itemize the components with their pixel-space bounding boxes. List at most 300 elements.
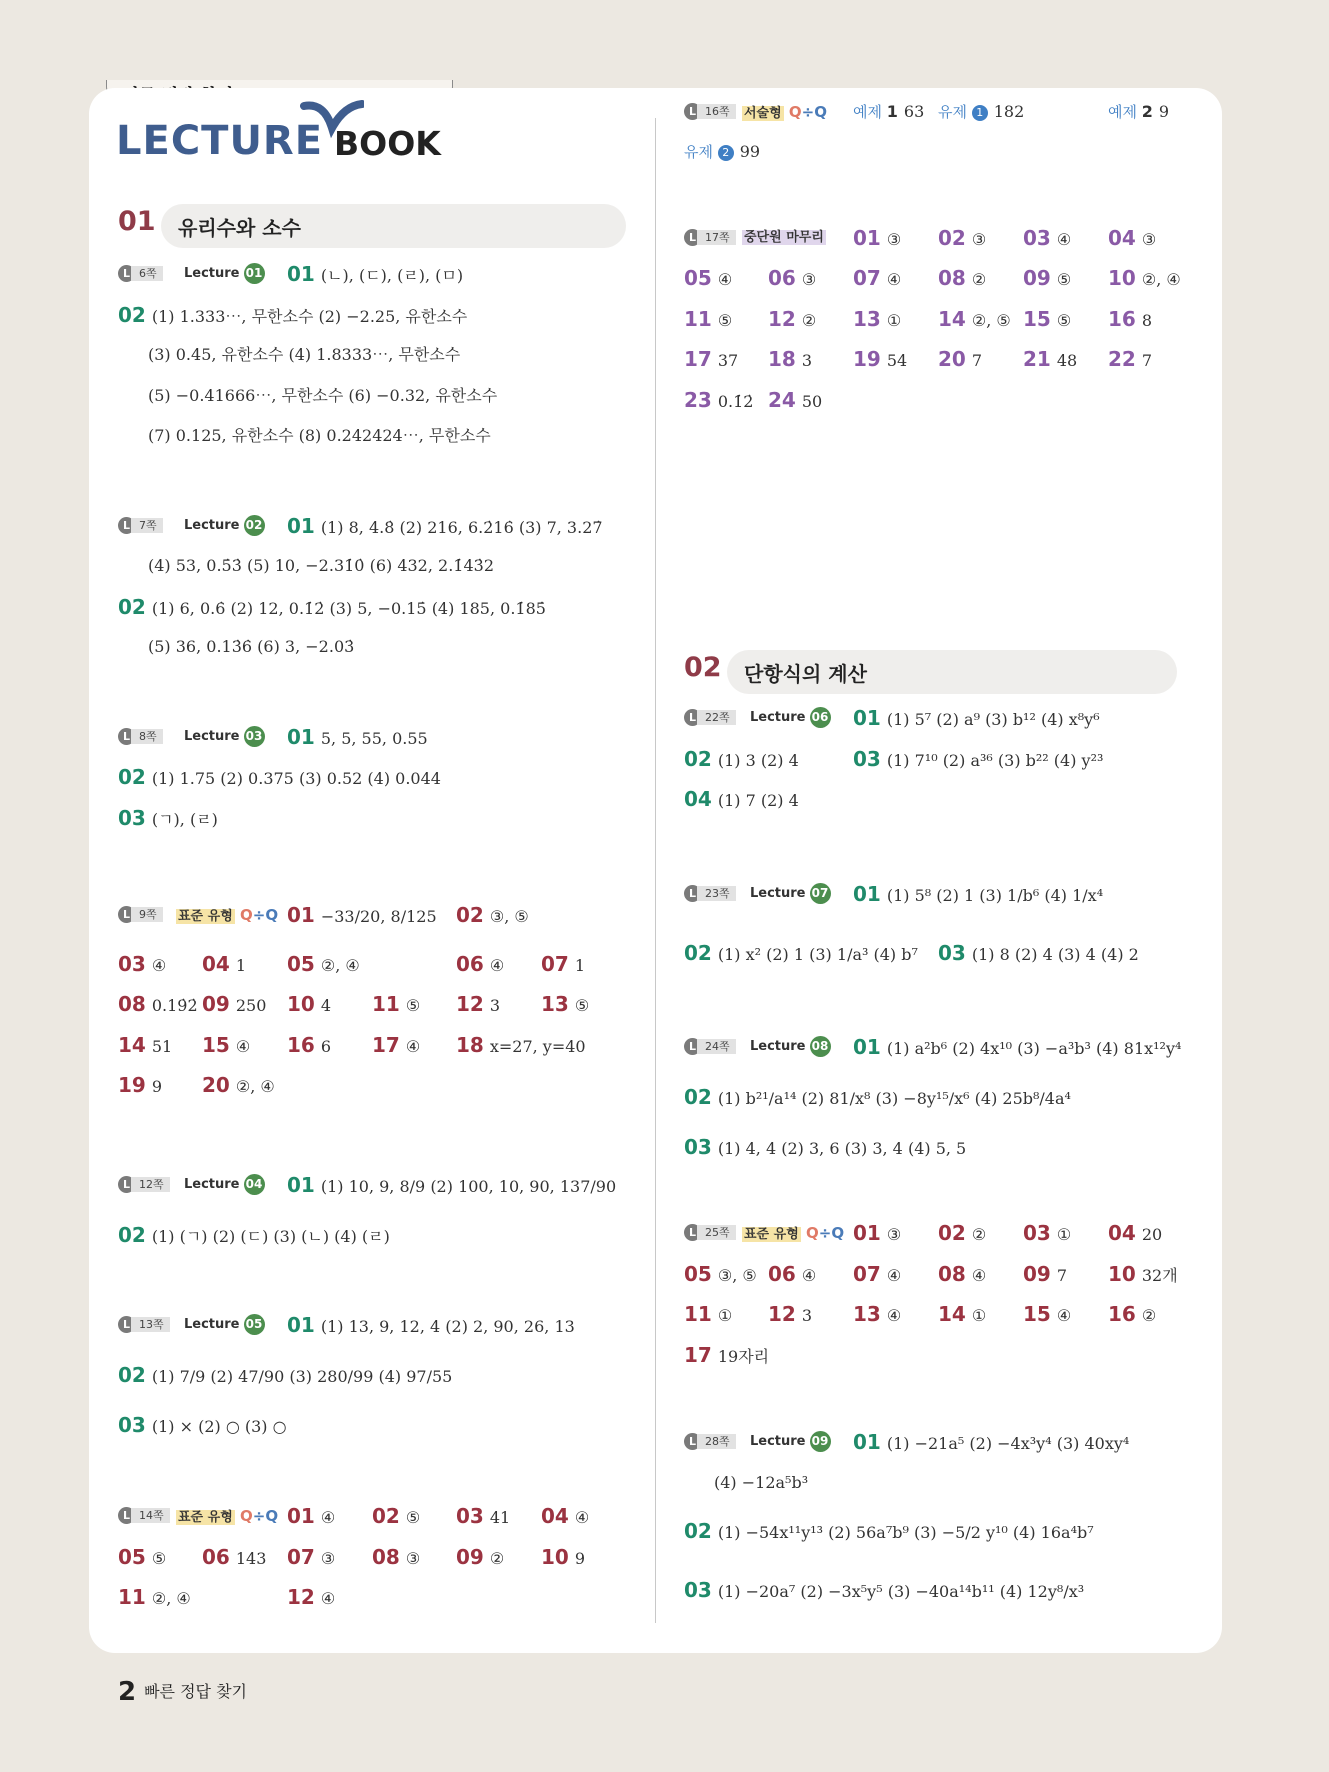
answer-value: ③ bbox=[320, 1549, 336, 1568]
lecture-text: Lecture bbox=[184, 266, 240, 281]
answer-number: 06 bbox=[768, 1262, 796, 1286]
answer-value: (1) −54x¹¹y¹³ (2) 56a⁷b⁹ (3) −5/2 y¹⁰ (4) 16a⁴b⁷ bbox=[717, 1523, 1094, 1542]
answer-number: 05 bbox=[684, 266, 712, 290]
lecture-text: Lecture bbox=[184, 1177, 240, 1192]
answer-item bbox=[853, 223, 901, 255]
answer-item bbox=[938, 938, 1139, 970]
answer-value: 8 bbox=[1141, 311, 1153, 330]
problem-type-text: 표준 유형 bbox=[178, 909, 233, 924]
answer-number: 16 bbox=[1108, 1302, 1136, 1326]
answer-value: ④ bbox=[971, 1266, 987, 1285]
answer-item bbox=[853, 1032, 1181, 1064]
right-answer-row bbox=[0, 263, 1329, 293]
answer-number: 15 bbox=[1023, 307, 1051, 331]
problem-type-label bbox=[742, 223, 826, 253]
lecture-l-icon: L bbox=[684, 103, 701, 120]
problem-type-text: 서술형 bbox=[744, 106, 782, 121]
answer-item bbox=[684, 385, 753, 417]
answer-number: 03 bbox=[456, 1504, 484, 1528]
answer-item bbox=[938, 1218, 986, 1250]
lecture-l-icon: L bbox=[118, 1507, 135, 1524]
answer-number: 03 bbox=[118, 806, 146, 830]
answer-value: 37 bbox=[717, 351, 739, 370]
answer-number: 03 bbox=[684, 1135, 712, 1159]
answer-item bbox=[853, 263, 901, 295]
lecture-number-badge: 03 bbox=[244, 726, 265, 747]
answer-value: 20 bbox=[1141, 1225, 1163, 1244]
answer-value: ③, ⑤ bbox=[489, 907, 529, 926]
answer-number: 02 bbox=[938, 226, 966, 250]
page-number-label: 9쪽 bbox=[131, 907, 163, 922]
answer-item bbox=[938, 223, 986, 255]
answer-item bbox=[287, 989, 331, 1021]
answer-item bbox=[1108, 1299, 1156, 1331]
answer-number: 17 bbox=[684, 347, 712, 371]
logo-lecture-text: LECTURE bbox=[116, 118, 324, 164]
answer-item bbox=[287, 1170, 616, 1202]
left-answer-row bbox=[0, 592, 1329, 622]
answer-value: ②, ④ bbox=[1141, 270, 1181, 289]
left-answer-row bbox=[0, 551, 1329, 581]
answer-item bbox=[938, 1259, 986, 1291]
answer-number: 04 bbox=[684, 787, 712, 811]
qq-icon: ÷Q bbox=[818, 1224, 845, 1242]
answer-value: ④ bbox=[717, 270, 733, 289]
answer-value: ②, ⑤ bbox=[971, 311, 1011, 330]
page-number-label: 14쪽 bbox=[131, 1508, 170, 1523]
answer-value: (1) 8 (2) 4 (3) 4 (4) 2 bbox=[971, 945, 1139, 964]
answer-value: (ㄴ), (ㄷ), (ㄹ), (ㅁ) bbox=[320, 266, 464, 285]
answer-value: ⑤ bbox=[151, 1549, 167, 1568]
right-answer-row bbox=[0, 223, 1329, 253]
answer-value: ② bbox=[1141, 1306, 1157, 1325]
answer-value: (1) (ㄱ) (2) (ㄷ) (3) (ㄴ) (4) (ㄹ) bbox=[151, 1227, 390, 1246]
answer-item bbox=[938, 344, 982, 376]
answer-item bbox=[1108, 1259, 1178, 1291]
answer-value: ⑤ bbox=[574, 996, 590, 1015]
answer-value: ④ bbox=[886, 270, 902, 289]
answer-number: 11 bbox=[684, 1302, 712, 1326]
answer-number: 02 bbox=[684, 1519, 712, 1543]
answer-item bbox=[684, 304, 732, 336]
answer-number: 02 bbox=[684, 1085, 712, 1109]
page-number: 2 bbox=[118, 1677, 137, 1707]
answer-item bbox=[1023, 304, 1071, 336]
answer-number: 03 bbox=[118, 952, 146, 976]
answer-number: 01 bbox=[853, 1221, 881, 1245]
right-answer-row bbox=[0, 97, 1329, 127]
answer-value: (3) 0.45, 유한소수 (4) 1.8333⋯, 무한소수 bbox=[148, 345, 461, 364]
answer-value: 0.1̇2̇ bbox=[717, 392, 754, 411]
answer-number: 14 bbox=[938, 1302, 966, 1326]
answer-value: (1) x² (2) 1 (3) 1/a³ (4) b⁷ bbox=[717, 945, 918, 964]
page-number-label: 6쪽 bbox=[131, 266, 163, 281]
answer-value: ⑤ bbox=[405, 996, 421, 1015]
answer-item bbox=[148, 421, 491, 451]
left-answer-row bbox=[0, 632, 1329, 662]
answer-number: 12 bbox=[768, 307, 796, 331]
answer-item bbox=[148, 551, 494, 581]
answer-value: (1) 7¹⁰ (2) a³⁶ (3) b²² (4) y²³ bbox=[886, 751, 1104, 770]
answer-value: ② bbox=[489, 1549, 505, 1568]
answer-item bbox=[118, 592, 546, 624]
answer-number: 15 bbox=[202, 1033, 230, 1057]
answer-item bbox=[202, 1542, 266, 1574]
answer-number: 12 bbox=[287, 1585, 315, 1609]
answer-number: 13 bbox=[853, 1302, 881, 1326]
answer-number: 08 bbox=[938, 1262, 966, 1286]
answer-value: (1) −21a⁵ (2) −4x³y⁴ (3) 40xy⁴ bbox=[886, 1434, 1130, 1453]
answer-value: ④ bbox=[489, 956, 505, 975]
qq-icon: Q bbox=[783, 103, 802, 121]
lecture-l-icon: L bbox=[684, 229, 701, 246]
answer-value: (1) 7/9 (2) 47/90 (3) 280/99 (4) 97/55 bbox=[151, 1367, 453, 1386]
answer-value: ① bbox=[717, 1306, 733, 1325]
answer-value: ① bbox=[886, 311, 902, 330]
answer-item bbox=[202, 989, 266, 1021]
answer-value: ⑤ bbox=[1056, 270, 1072, 289]
answer-number: 18 bbox=[456, 1033, 484, 1057]
answer-number: 07 bbox=[853, 266, 881, 290]
answer-value: 0.19̇2̇ bbox=[151, 996, 198, 1015]
answer-number: 01 bbox=[287, 725, 315, 749]
answer-item bbox=[853, 304, 901, 336]
answer-number: 01 bbox=[853, 706, 881, 730]
answer-value: 6 bbox=[320, 1037, 332, 1056]
answer-number: 03 bbox=[684, 1578, 712, 1602]
answer-number: 09 bbox=[456, 1545, 484, 1569]
example-label: 예제 bbox=[1108, 103, 1142, 121]
example-number: 2 bbox=[1141, 102, 1153, 121]
page-number-label: 24쪽 bbox=[697, 1039, 736, 1054]
chapter-title: 단항식의 계산 bbox=[744, 662, 867, 686]
answer-number: 11 bbox=[684, 307, 712, 331]
answer-item bbox=[768, 344, 812, 376]
answer-item bbox=[684, 1516, 1094, 1548]
answer-value: ② bbox=[801, 311, 817, 330]
answer-number: 21 bbox=[1023, 347, 1051, 371]
answer-value: (ㄱ), (ㄹ) bbox=[151, 810, 218, 829]
qq-icon: ÷Q bbox=[252, 906, 279, 924]
answer-item bbox=[118, 989, 198, 1021]
answer-value: 3 bbox=[801, 351, 813, 370]
answer-number: 20 bbox=[202, 1073, 230, 1097]
right-answer-row bbox=[0, 1340, 1329, 1370]
chapter-number: 01 bbox=[118, 206, 156, 237]
answer-number: 02 bbox=[684, 941, 712, 965]
answer-number: 04 bbox=[1108, 1221, 1136, 1245]
chapter-title: 유리수와 소수 bbox=[178, 216, 301, 240]
answer-number: 02 bbox=[118, 1223, 146, 1247]
answer-value: (1) 7 (2) 4 bbox=[717, 791, 799, 810]
lecture-number-badge: 08 bbox=[810, 1036, 831, 1057]
left-answer-row bbox=[0, 1542, 1329, 1572]
answer-value: 3 bbox=[489, 996, 501, 1015]
example-circle-number: 1 bbox=[972, 105, 988, 121]
right-answer-row bbox=[0, 1132, 1329, 1162]
answer-value: −33/20, 8/125 bbox=[320, 907, 437, 926]
answer-number: 12 bbox=[456, 992, 484, 1016]
answer-item bbox=[1023, 1218, 1071, 1250]
answer-value: ④ bbox=[405, 1037, 421, 1056]
answer-item bbox=[1108, 1218, 1162, 1250]
lecture-label bbox=[184, 511, 265, 541]
answer-value: ④ bbox=[1056, 230, 1072, 249]
problem-type-text: 중단원 마무리 bbox=[744, 230, 824, 245]
lecture-l-icon: L bbox=[118, 906, 135, 923]
answer-item bbox=[684, 1082, 1071, 1114]
problem-type-label bbox=[742, 97, 827, 129]
answer-number: 01 bbox=[287, 262, 315, 286]
answer-item bbox=[456, 1542, 504, 1574]
lecture-label bbox=[750, 703, 831, 733]
answer-value: (1) 1.75 (2) 0.375 (3) 0.52 (4) 0.044 bbox=[151, 769, 441, 788]
answer-value: ④ bbox=[151, 956, 167, 975]
answer-value: 54 bbox=[886, 351, 908, 370]
answer-value: ③ bbox=[801, 270, 817, 289]
right-answer-row bbox=[0, 744, 1329, 774]
answer-value: ⑤ bbox=[405, 1508, 421, 1527]
answer-number: 04 bbox=[541, 1504, 569, 1528]
answer-value: ⑤ bbox=[717, 311, 733, 330]
answer-value: 9 bbox=[574, 1549, 586, 1568]
answer-value: ③ bbox=[405, 1549, 421, 1568]
example-number: 1 bbox=[886, 102, 898, 121]
problem-type-text: 표준 유형 bbox=[178, 1510, 233, 1525]
answer-item bbox=[1108, 344, 1152, 376]
example-label: 유제 bbox=[684, 143, 718, 161]
answer-item bbox=[287, 511, 603, 543]
answer-item bbox=[1023, 1299, 1071, 1331]
problem-type-text: 표준 유형 bbox=[744, 1227, 799, 1242]
answer-value: ③ bbox=[886, 230, 902, 249]
lecture-number-badge: 02 bbox=[244, 515, 265, 536]
answer-value: 3 bbox=[801, 1306, 813, 1325]
answer-value: 50 bbox=[801, 392, 823, 411]
answer-number: 14 bbox=[118, 1033, 146, 1057]
answer-value: ④ bbox=[320, 1508, 336, 1527]
lecture-text: Lecture bbox=[750, 886, 806, 901]
answer-number: 02 bbox=[118, 765, 146, 789]
answer-number: 05 bbox=[684, 1262, 712, 1286]
answer-number: 01 bbox=[287, 514, 315, 538]
right-answer-row bbox=[0, 938, 1329, 968]
answer-number: 07 bbox=[541, 952, 569, 976]
answer-item bbox=[684, 784, 799, 816]
answer-value: (7) 0.125, 유한소수 (8) 0.242424⋯, 무한소수 bbox=[148, 426, 491, 445]
chapter-number: 02 bbox=[684, 652, 722, 683]
answer-value: ④ bbox=[886, 1266, 902, 1285]
answer-item bbox=[853, 879, 1103, 911]
answer-value: 48 bbox=[1056, 351, 1078, 370]
answer-value: ③ bbox=[1141, 230, 1157, 249]
lecture-l-icon: L bbox=[118, 1176, 135, 1193]
answer-number: 10 bbox=[1108, 1262, 1136, 1286]
answer-item bbox=[684, 263, 732, 295]
lecture-number-badge: 07 bbox=[810, 883, 831, 904]
right-answer-row bbox=[0, 304, 1329, 334]
answer-item bbox=[853, 1427, 1129, 1459]
answer-item bbox=[853, 97, 924, 127]
answer-number: 08 bbox=[372, 1545, 400, 1569]
answer-value: ④ bbox=[574, 1508, 590, 1527]
answer-value: ④ bbox=[235, 1037, 251, 1056]
answer-value: (1) 5⁷ (2) a⁹ (3) b¹² (4) x⁸y⁶ bbox=[886, 710, 1100, 729]
lecture-text: Lecture bbox=[184, 729, 240, 744]
answer-number: 08 bbox=[938, 266, 966, 290]
left-answer-row bbox=[0, 421, 1329, 451]
footer-label: 빠른 정답 찾기 bbox=[144, 1682, 248, 1701]
answer-item bbox=[853, 1259, 901, 1291]
example-label: 유제 bbox=[938, 103, 972, 121]
answer-number: 11 bbox=[372, 992, 400, 1016]
answer-number: 06 bbox=[768, 266, 796, 290]
answer-value: 19자리 bbox=[717, 1347, 770, 1366]
answer-item bbox=[714, 1468, 808, 1498]
lecture-number-badge: 04 bbox=[244, 1174, 265, 1195]
answer-value: (1) 1.333⋯, 무한소수 (2) −2.25, 유한소수 bbox=[151, 307, 468, 326]
lecture-l-icon: L bbox=[684, 1433, 701, 1450]
answer-item bbox=[684, 1299, 732, 1331]
lecture-l-icon: L bbox=[118, 517, 135, 534]
answer-value: 182 bbox=[993, 102, 1025, 121]
answer-number: 03 bbox=[938, 941, 966, 965]
answer-number: 03 bbox=[118, 1413, 146, 1437]
answer-value: (5) −0.41666⋯, 무한소수 (6) −0.32, 유한소수 bbox=[148, 386, 498, 405]
page-number-label: 12쪽 bbox=[131, 1177, 170, 1192]
answer-number: 19 bbox=[118, 1073, 146, 1097]
answer-value: ③ bbox=[886, 1225, 902, 1244]
answer-value: 1 bbox=[574, 956, 586, 975]
lecture-text: Lecture bbox=[184, 1317, 240, 1332]
page-number-label: 8쪽 bbox=[131, 729, 163, 744]
left-answer-row bbox=[0, 1170, 1329, 1200]
answer-value: ② bbox=[971, 1225, 987, 1244]
right-answer-row bbox=[0, 344, 1329, 374]
answer-value: ④ bbox=[1056, 1306, 1072, 1325]
page-number-label: 22쪽 bbox=[697, 710, 736, 725]
answer-item bbox=[456, 989, 500, 1021]
answer-value: ③ bbox=[971, 230, 987, 249]
answer-number: 22 bbox=[1108, 347, 1136, 371]
answer-number: 01 bbox=[853, 226, 881, 250]
answer-value: 7 bbox=[1141, 351, 1153, 370]
answer-value: ④ bbox=[320, 1589, 336, 1608]
answer-item bbox=[1023, 223, 1071, 255]
answer-item bbox=[118, 1542, 166, 1574]
qq-icon: ÷Q bbox=[252, 1507, 279, 1525]
answer-number: 06 bbox=[202, 1545, 230, 1569]
lecture-label bbox=[750, 879, 831, 909]
answer-value: (4) −12a⁵b³ bbox=[714, 1473, 809, 1492]
answer-item bbox=[853, 1218, 901, 1250]
page-number-label: 13쪽 bbox=[131, 1317, 170, 1332]
answer-item bbox=[287, 1542, 335, 1574]
answer-value: (1) 13, 9, 12, 4 (2) 2, 90, 26, 13 bbox=[320, 1317, 575, 1336]
answer-item bbox=[853, 1299, 901, 1331]
page-number-label: 25쪽 bbox=[697, 1225, 736, 1240]
answer-number: 04 bbox=[1108, 226, 1136, 250]
answer-number: 16 bbox=[1108, 307, 1136, 331]
answer-item bbox=[1108, 223, 1156, 255]
right-answer-row bbox=[0, 879, 1329, 909]
page-number-label: 7쪽 bbox=[131, 518, 163, 533]
answer-number: 02 bbox=[456, 903, 484, 927]
answer-number: 10 bbox=[1108, 266, 1136, 290]
right-answer-row bbox=[0, 1468, 1329, 1498]
answer-value: ② bbox=[971, 270, 987, 289]
answer-value: 9 bbox=[151, 1077, 163, 1096]
answer-item bbox=[938, 1299, 986, 1331]
answer-number: 09 bbox=[202, 992, 230, 1016]
answer-value: 1 bbox=[235, 956, 247, 975]
answer-item bbox=[938, 263, 986, 295]
answer-number: 19 bbox=[853, 347, 881, 371]
answer-number: 17 bbox=[684, 1343, 712, 1367]
answer-number: 02 bbox=[372, 1504, 400, 1528]
answer-number: 11 bbox=[118, 1585, 146, 1609]
answer-number: 02 bbox=[684, 747, 712, 771]
lecture-l-icon: L bbox=[684, 885, 701, 902]
answer-number: 10 bbox=[541, 1545, 569, 1569]
answer-number: 13 bbox=[541, 992, 569, 1016]
answer-number: 02 bbox=[938, 1221, 966, 1245]
lecture-text: Lecture bbox=[750, 710, 806, 725]
example-label: 예제 bbox=[853, 103, 887, 121]
answer-number: 14 bbox=[938, 307, 966, 331]
answer-value: ④ bbox=[886, 1306, 902, 1325]
answer-item bbox=[684, 344, 738, 376]
right-answer-row bbox=[0, 1082, 1329, 1112]
answer-number: 18 bbox=[768, 347, 796, 371]
answer-number: 02 bbox=[118, 1363, 146, 1387]
answer-value: ③, ⑤ bbox=[717, 1266, 757, 1285]
answer-item bbox=[853, 344, 907, 376]
answer-item bbox=[1023, 344, 1077, 376]
page-number-label: 17쪽 bbox=[697, 230, 736, 245]
right-answer-row bbox=[0, 1575, 1329, 1605]
answer-number: 07 bbox=[853, 1262, 881, 1286]
answer-number: 02 bbox=[118, 595, 146, 619]
answer-item bbox=[684, 744, 799, 776]
answer-number: 05 bbox=[118, 1545, 146, 1569]
lecture-l-icon: L bbox=[684, 1224, 701, 1241]
answer-value: 7 bbox=[1056, 1266, 1068, 1285]
answer-item bbox=[684, 1575, 1084, 1607]
answer-number: 01 bbox=[287, 1504, 315, 1528]
answer-value: 99 bbox=[739, 142, 761, 161]
answer-value: 5, 5, 55, 0.55 bbox=[320, 729, 428, 748]
answer-value: (1) 10, 9, 8/9 (2) 100, 10, 90, 137/90 bbox=[320, 1177, 617, 1196]
answer-number: 01 bbox=[853, 1035, 881, 1059]
answer-value: 4 bbox=[320, 996, 332, 1015]
answer-number: 24 bbox=[768, 388, 796, 412]
answer-number: 12 bbox=[768, 1302, 796, 1326]
left-answer-row bbox=[0, 989, 1329, 1019]
answer-value: ②, ④ bbox=[320, 956, 360, 975]
answer-value: (1) × (2) ○ (3) ○ bbox=[151, 1417, 287, 1436]
answer-item bbox=[148, 632, 354, 662]
answer-value: (1) −20a⁷ (2) −3x⁵y⁵ (3) −40a¹⁴b¹¹ (4) 12y⁸/x³ bbox=[717, 1582, 1085, 1601]
answer-number: 10 bbox=[287, 992, 315, 1016]
right-answer-row bbox=[0, 1032, 1329, 1062]
lecture-text: Lecture bbox=[750, 1434, 806, 1449]
answer-item bbox=[1108, 304, 1152, 336]
answer-number: 01 bbox=[287, 1313, 315, 1337]
answer-number: 05 bbox=[287, 952, 315, 976]
answer-value: ① bbox=[971, 1306, 987, 1325]
qq-icon: Q bbox=[234, 1507, 253, 1525]
